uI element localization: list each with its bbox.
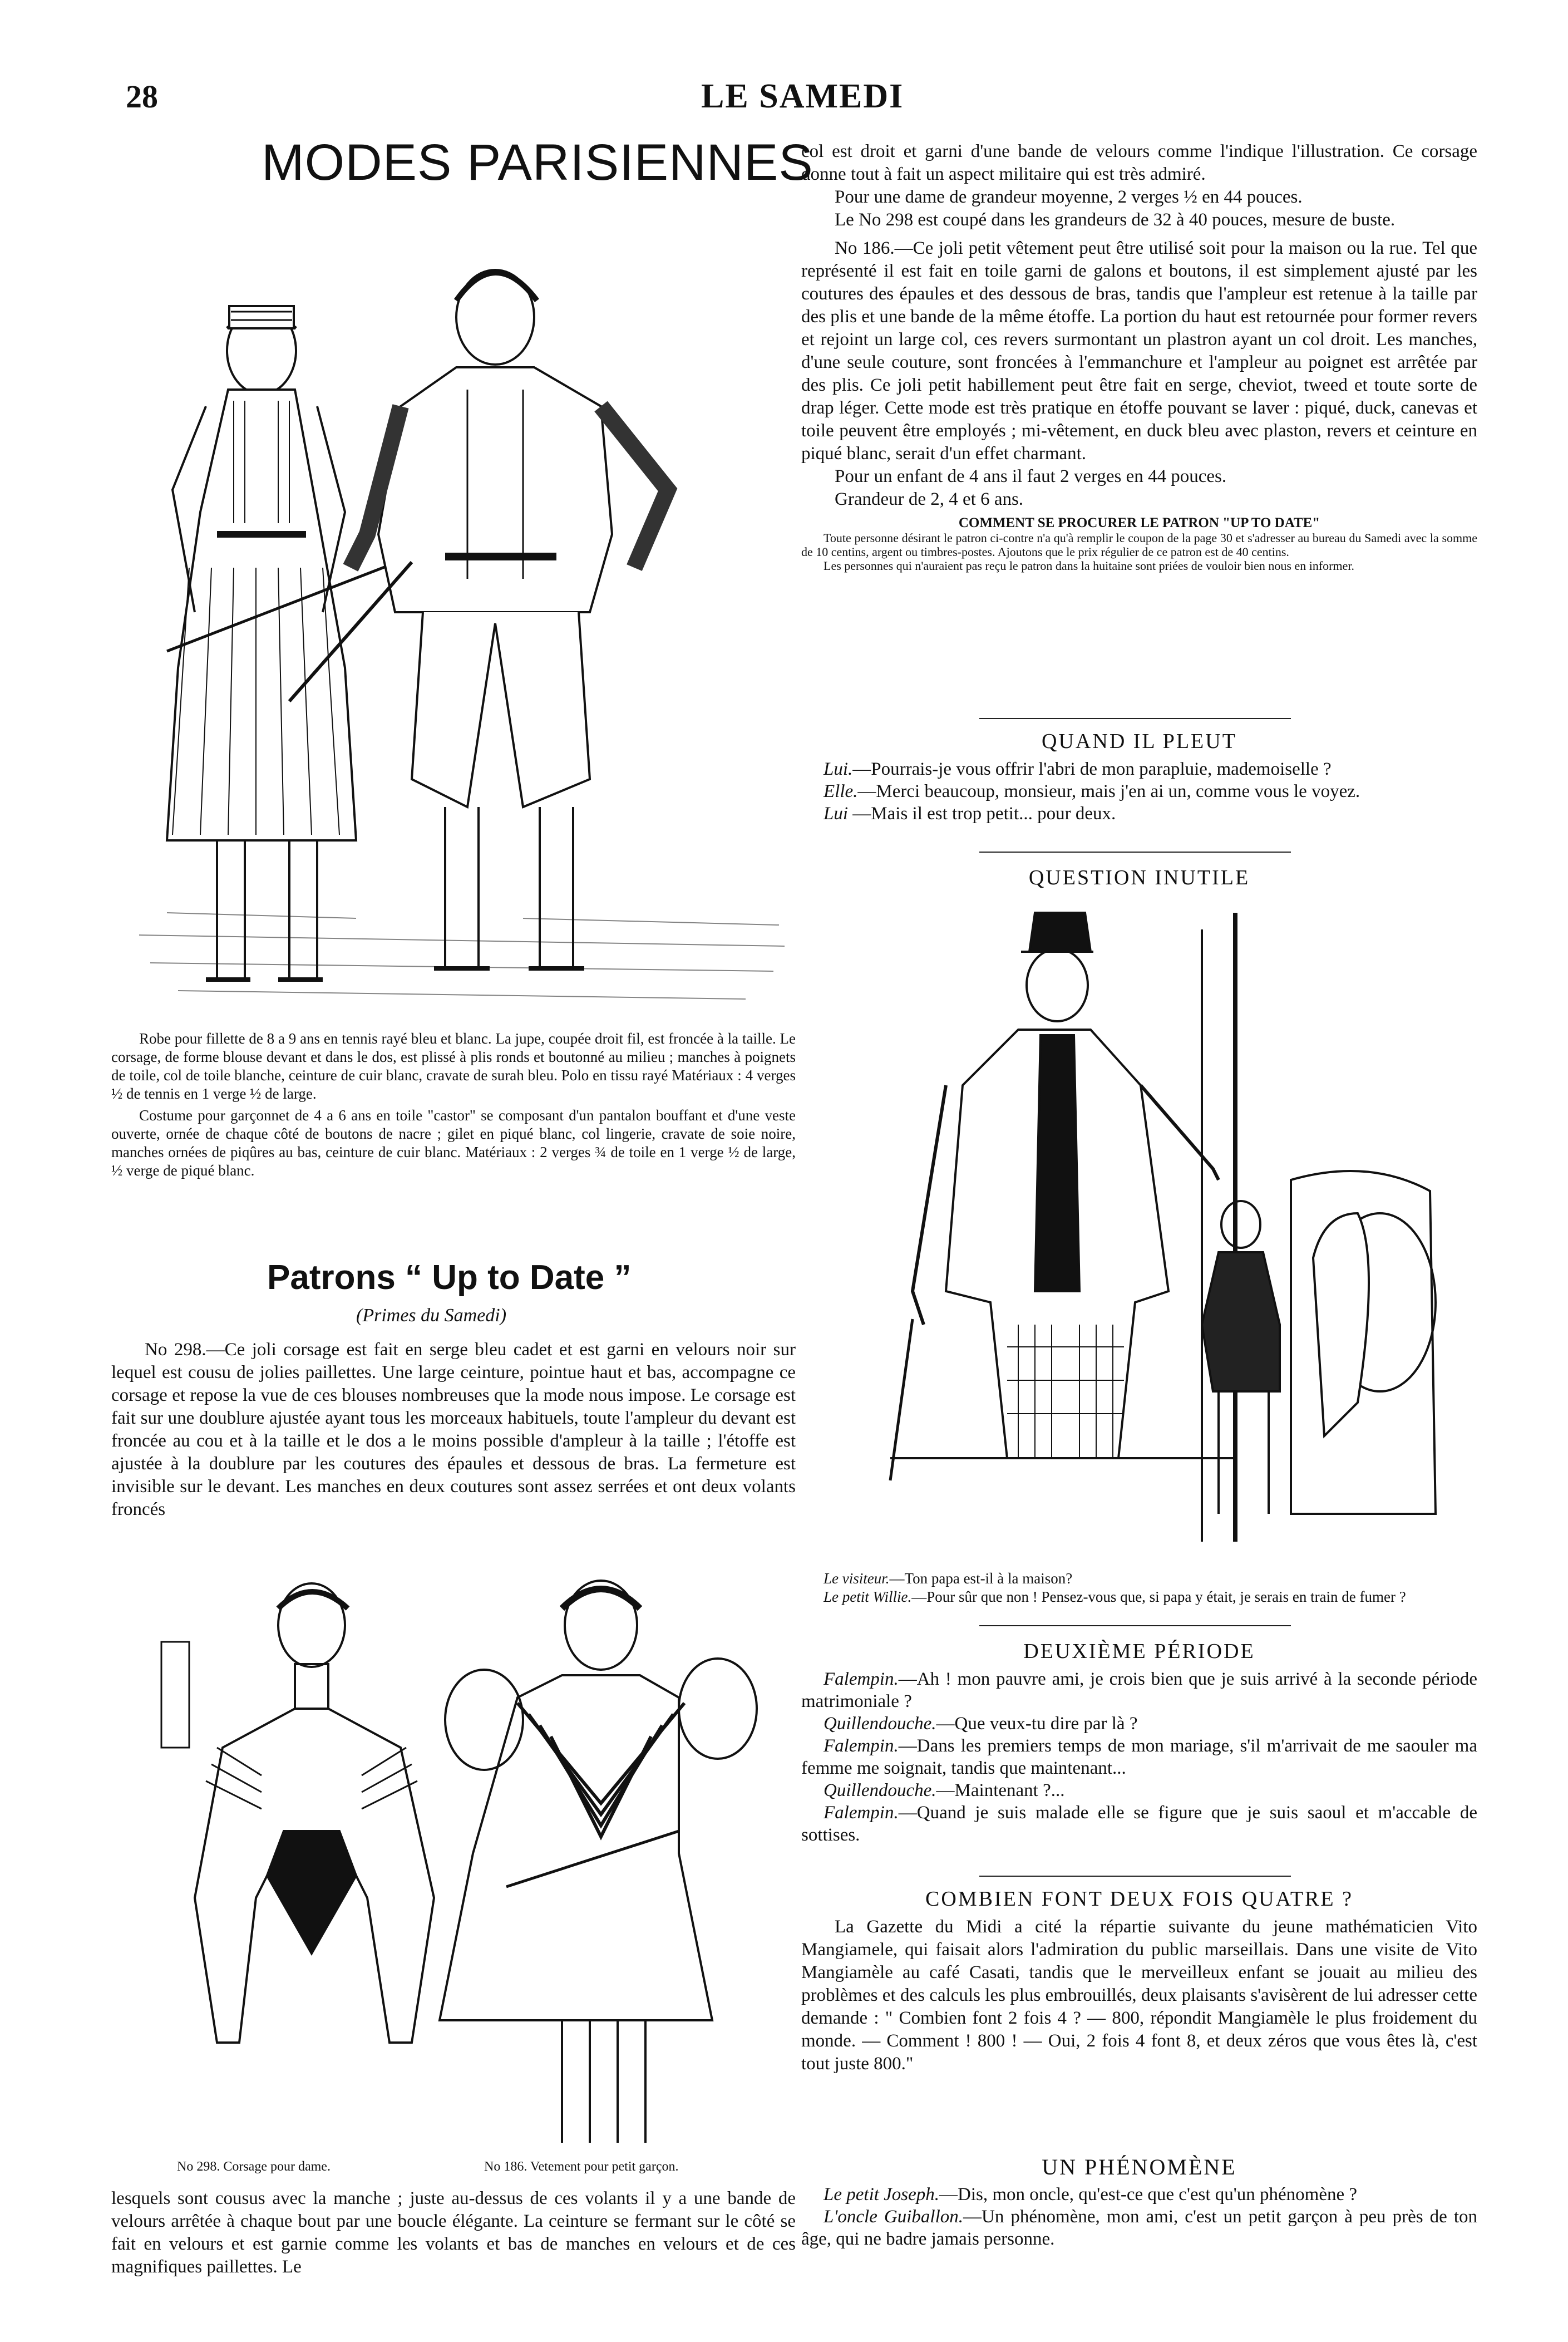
size-note-lady: Pour une dame de grandeur moyenne, 2 verges ½ en 44 pouces.: [835, 187, 1303, 207]
question-line-1: [801, 1569, 1477, 1588]
speaker: Le petit Willie.: [824, 1588, 912, 1605]
fashion-illustration-children: [134, 223, 790, 1013]
quand-line-3: [801, 803, 1477, 825]
question-line-2: [801, 1588, 1477, 1606]
right-column-top: [801, 140, 1477, 573]
combien-font: [801, 1887, 1477, 2075]
speaker: Falempin.: [824, 1669, 899, 1689]
divider: [979, 1625, 1291, 1626]
deux-line-5: [801, 1802, 1477, 1846]
un-phenomene: [801, 2154, 1477, 2250]
line: —Un phénomène, mon ami, c'est un petit garçon à peu près de ton âge, qui ne badre jamais personne.: [801, 2207, 1477, 2249]
speaker: Quillendouche.: [824, 1780, 936, 1800]
speaker: Falempin.: [824, 1736, 899, 1756]
line: —Dans les premiers temps de mon mariage, s'il m'arrivait de me saouler ma femme me soignait, tandis que maintenant...: [801, 1736, 1477, 1778]
patrons-subtitle: (Primes du Samedi): [356, 1305, 507, 1326]
deux-line-2: [801, 1713, 1477, 1735]
phen-heading: UN PHÉNOMÈNE: [1042, 2154, 1237, 2179]
divider: [979, 1876, 1291, 1877]
fig-186-caption: No 186. Vetement pour petit garçon.: [484, 2159, 679, 2174]
line: —Ton papa est-il à la maison?: [889, 1570, 1073, 1587]
speaker: Quillendouche.: [824, 1714, 936, 1734]
comment-heading: COMMENT SE PROCURER LE PATRON "UP TO DATE": [958, 515, 1320, 530]
patrons-title: Patrons “ Up to Date ”: [267, 1258, 632, 1297]
patrons-paragraph-298: No 298.—Ce joli corsage est fait en serge bleu cadet et est garni en velours noir sur lequel est cousu de jolies paillettes. Une large ceinture, pointue haut et bas, accompagne ce corsage et repose la vue de ces blouses nombreuses que la mode nous impose. Le corsage est fait sur une doublure ajustée ayant tous les morceaux habituels, toute l'ampleur du devant est froncée au cou et à la taille et le dos a le moins possible d'ampleur à la taille ; l'étoffe est ajustée à la doublure par les coutures des épaules et dessous de bras. La fermeture est invisible sur le devant. Les manches en deux coutures sont assez serrées et ont deux volants froncés: [111, 1340, 796, 1519]
line: —Dis, mon oncle, qu'est-ce que c'est qu'un phénomène ?: [939, 2184, 1358, 2205]
size-note-ages: Grandeur de 2, 4 et 6 ans.: [835, 489, 1024, 509]
patrons-text-2: [111, 2187, 796, 2279]
modes-title: MODES PARISIENNES: [262, 134, 813, 191]
line: —Pourrais-je vous offrir l'abri de mon parapluie, mademoiselle ?: [852, 759, 1332, 779]
size-note-child: Pour un enfant de 4 ans il faut 2 verges en 44 pouces.: [835, 466, 1227, 486]
modes-captions: [111, 1030, 796, 1180]
speaker: L'oncle Guiballon.: [824, 2207, 964, 2227]
speaker: Falempin.: [824, 1803, 899, 1823]
divider: [979, 852, 1291, 853]
patrons-paragraph-continued: lesquels sont cousus avec la manche ; juste au-dessus de ces volants il y a une bande de velours arrêtée à chaque bout par une boucle élégante. La ceinture se fermant sur le côté se fait en velours et est garnie comme les volants et bas de manches en velours et de ces magnifiques paillettes. Le: [111, 2188, 796, 2277]
divider: [979, 718, 1291, 719]
size-note-298: Le No 298 est coupé dans les grandeurs de 32 à 40 pouces, mesure de buste.: [835, 210, 1396, 230]
deux-line-3: [801, 1735, 1477, 1779]
line: —Que veux-tu dire par là ?: [936, 1714, 1138, 1734]
line: —Quand je suis malade elle se figure que je suis saoul et m'accable de sottises.: [801, 1803, 1477, 1845]
page-number: 28: [126, 78, 158, 115]
phen-line-2: [801, 2206, 1477, 2250]
deux-heading: DEUXIÈME PÉRIODE: [1023, 1640, 1255, 1663]
pattern-illustrations: [128, 1564, 785, 2154]
deux-line-1: [801, 1668, 1477, 1713]
phen-line-1: [801, 2183, 1477, 2206]
caption-girl-dress: Robe pour fillette de 8 a 9 ans en tennis rayé bleu et blanc. La jupe, coupée droit fil, est froncée à la taille. Le corsage, de forme blouse devant et dans le dos, est plissé à plis ronds et boutonné au milieu ; manches à poignets de toile, col de toile blanche, ceinture de cuir blanc, cravate de surah bleu. Polo en tissu rayé Matériaux : 4 verges ½ de tennis en 1 verge ½ de large.: [111, 1030, 796, 1102]
deux-line-4: [801, 1779, 1477, 1802]
combien-paragraph: La Gazette du Midi a cité la répartie suivante du jeune mathématicien Vito Mangiamele, qui faisait alors l'admiration du public marseillais. Dans une visite de Vito Mangiamèle au café Casati, tandis que le merveilleux enfant se jouait au milieu des problèmes et des calculs les plus embrouillés, deux plaisants s'avisèrent de lui adresser cette demande : " Combien font 2 fois 4 ? — 800, répondit Mangiamèle le plus froidement du monde. — Comment ! 800 ! — Oui, 2 fois 4 font 8, et deux zéros que vous êtes là, c'est tout juste 800.": [801, 1917, 1477, 2074]
speaker: Le visiteur.: [824, 1570, 890, 1587]
line: —Maintenant ?...: [936, 1780, 1065, 1800]
question-dialogue: [801, 1569, 1477, 1606]
question-heading: QUESTION INUTILE: [1028, 866, 1250, 889]
question-inutile: [801, 865, 1477, 890]
speaker: Elle.: [824, 781, 858, 801]
caption-boy-costume: Costume pour garçonnet de 4 a 6 ans en toile "castor" se composant d'un pantalon bouffant et d'une veste ouverte, ornée de chaque côté de boutons de nacre ; gilet en piqué blanc, col lingerie, cravate de soie noire, manches ornées de piqûres au bas, ceinture de cuir blanc. Matériaux : 2 verges ¾ de toile en 1 verge ½ de large, ½ verge de piqué blanc.: [111, 1107, 796, 1179]
line: —Mais il est trop petit... pour deux.: [848, 804, 1116, 824]
cartoon-illustration: [879, 902, 1463, 1553]
running-title: LE SAMEDI: [701, 77, 904, 115]
line: —Merci beaucoup, monsieur, mais j'en ai un, comme vous le voyez.: [857, 781, 1360, 801]
quand-heading: QUAND IL PLEUT: [1042, 730, 1237, 753]
speaker: Lui.: [824, 759, 853, 779]
combien-heading: COMBIEN FONT DEUX FOIS QUATRE ?: [925, 1887, 1353, 1911]
patrons-text-1: [111, 1339, 796, 1521]
comment-paragraph-1: Toute personne désirant le patron ci-contre n'a qu'à remplir le coupon de la page 30 et s'adresser au bureau du Samedi avec la somme de 10 centins, argent ou timbres-postes. Ajoutons que le prix régulier de ce patron est de 40 centins.: [801, 531, 1477, 559]
speaker: Lui: [824, 804, 849, 824]
speaker: Le petit Joseph.: [824, 2184, 940, 2205]
paragraph-186: No 186.—Ce joli petit vêtement peut être utilisé soit pour la maison ou la rue. Tel que représenté il est fait en toile garni de galons et boutons, il est simplement ajusté par les coutures des épaules et des dessous de bras, tandis que l'ampleur est retenue à la taille par des plis et une bande de la même étoffe. La portion du haut est retournée pour former revers et rejoint un large col, ces revers surmontant un plastron ayant un col droit. Les manches, d'une seule couture, sont froncées à l'emmanchure et l'ampleur au poignet est arrêtée par des plis. Ce joli petit habillement peut être fait en serge, cheviot, tweed et toute sorte de drap léger. Cette mode est très pratique en étoffe pouvant se laver : piqué, duck, canevas et toile peuvent être employés ; mi-vêtement, en duck bleu avec plaston, revers et ceinture en piqué blanc, serait d'un effet charmant.: [801, 238, 1477, 464]
deuxieme-periode: [801, 1639, 1477, 1846]
continued-text: col est droit et garni d'une bande de velours comme l'indique l'illustration. Ce corsage donne tout à fait un aspect militaire qui est très admiré.: [801, 141, 1477, 184]
fig-298-caption: No 298. Corsage pour dame.: [177, 2159, 331, 2174]
quand-il-pleut: [801, 729, 1477, 825]
quand-line-1: [801, 758, 1477, 780]
line: —Pour sûr que non ! Pensez-vous que, si papa y était, je serais en train de fumer ?: [911, 1588, 1406, 1605]
comment-paragraph-2: Les personnes qui n'auraient pas reçu le patron dans la huitaine sont priées de vouloir bien nous en informer.: [824, 559, 1354, 573]
line: —Ah ! mon pauvre ami, je crois bien que je suis arrivé à la seconde période matrimoniale ?: [801, 1669, 1477, 1711]
quand-line-2: [801, 780, 1477, 803]
